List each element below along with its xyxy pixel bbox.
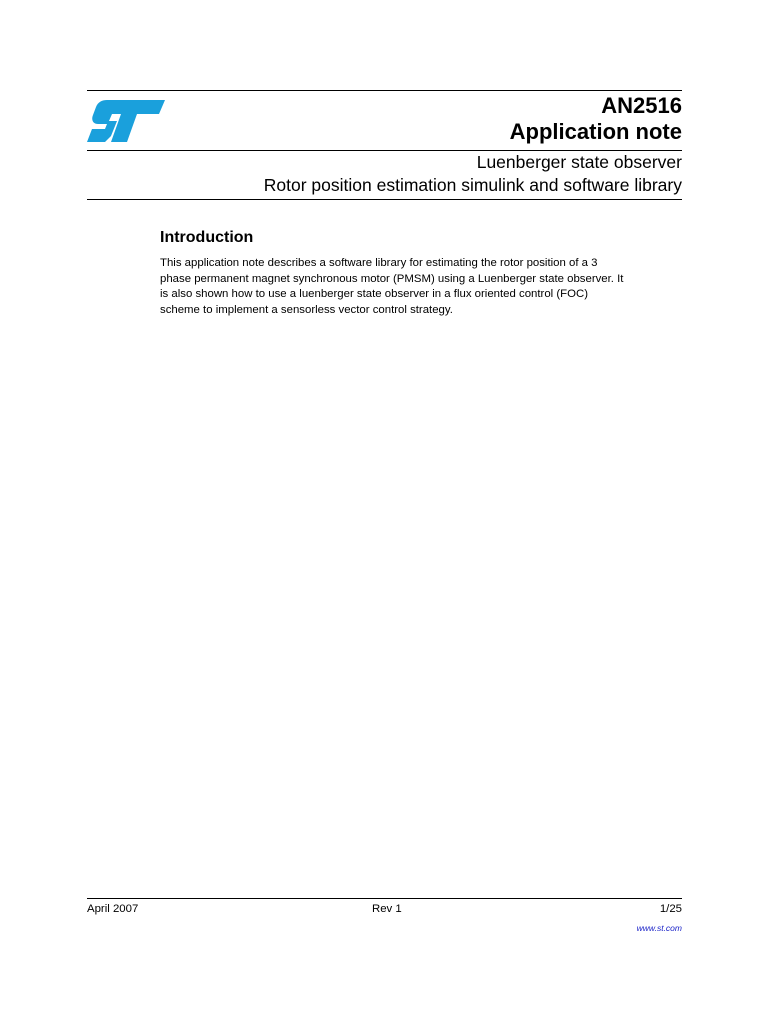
subtitle-rule	[87, 199, 682, 200]
subtitle-line-1: Luenberger state observer	[476, 152, 682, 172]
footer-rule	[87, 898, 682, 899]
footer-date: April 2007	[87, 903, 139, 915]
introduction-line: phase permanent magnet synchronous motor (PMSM) using a Luenberger state observer. It	[160, 272, 624, 285]
footer-page-number: 1/25	[659, 903, 682, 915]
introduction-line: scheme to implement a sensorless vector control strategy.	[160, 303, 453, 316]
introduction-paragraph	[160, 256, 685, 318]
st-logo-s-shape	[87, 100, 165, 142]
footer-revision: Rev 1	[372, 903, 402, 915]
document-number: AN2516	[601, 93, 682, 118]
st-logo-icon	[85, 96, 167, 146]
footer-website-link[interactable]: www.st.com	[636, 923, 682, 933]
introduction-line: This application note describes a software library for estimating the rotor position of a 3	[160, 257, 598, 269]
introduction-line: is also shown how to use a luenberger state observer in a flux oriented control (FOC)	[160, 288, 588, 300]
document-type: Application note	[509, 119, 682, 144]
subtitle-line-2: Rotor position estimation simulink and software library	[263, 175, 682, 195]
introduction-heading: Introduction	[160, 229, 254, 246]
top-rule	[87, 90, 682, 91]
